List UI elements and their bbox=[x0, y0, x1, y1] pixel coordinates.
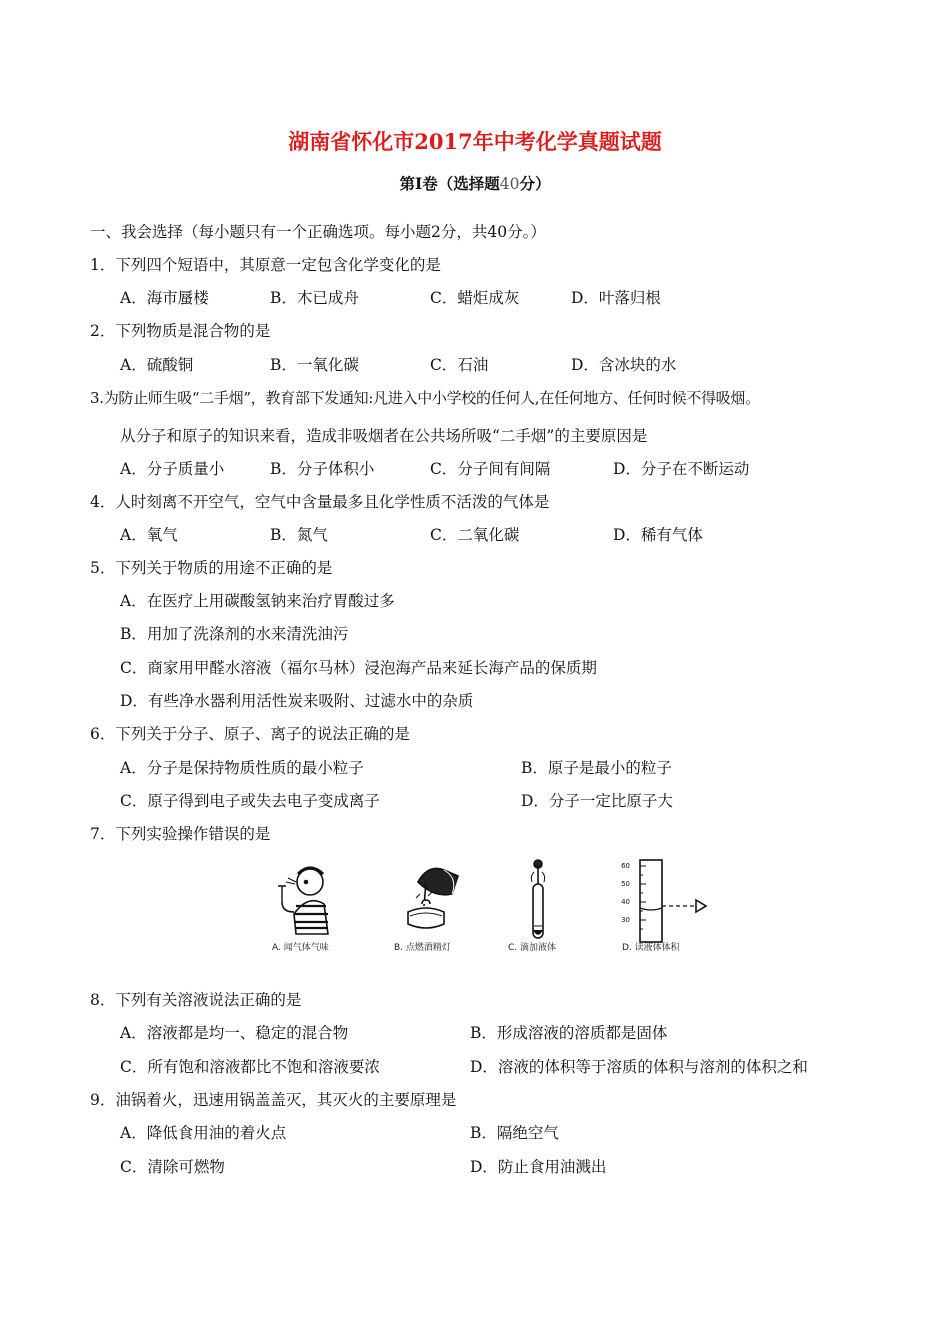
volume-prefix: 第Ⅰ卷（选择题 bbox=[399, 174, 500, 193]
question-4-stem: 4．人时刻离不开空气，空气中含量最多且化学性质不活泼的气体是 bbox=[90, 493, 550, 511]
q8-option-b: B．形成溶液的溶质都是固体 bbox=[470, 1024, 668, 1042]
q3-option-d: D．分子在不断运动 bbox=[613, 460, 750, 478]
volume-suffix: 分） bbox=[519, 174, 551, 193]
q1-option-c: C．蜡炬成灰 bbox=[430, 289, 520, 307]
q8-option-d: D．溶液的体积等于溶质的体积与溶剂的体积之和 bbox=[470, 1058, 808, 1076]
graduated-cylinder-illustration bbox=[640, 860, 706, 942]
volume-score: 40 bbox=[499, 175, 520, 193]
question-6-stem: 6．下列关于分子、原子、离子的说法正确的是 bbox=[90, 725, 410, 743]
smelling-gas-illustration bbox=[278, 868, 328, 934]
q6-option-c: C．原子得到电子或失去电子变成离子 bbox=[120, 792, 380, 810]
question-2-stem: 2．下列物质是混合物的是 bbox=[90, 322, 271, 340]
q8-option-a: A．溶液都是均一、稳定的混合物 bbox=[120, 1024, 349, 1042]
q6-option-d: D．分子一定比原子大 bbox=[521, 792, 673, 810]
dropper-illustration bbox=[531, 860, 544, 938]
question-1-stem: 1．下列四个短语中，其原意一定包含化学变化的是 bbox=[90, 256, 441, 274]
q5-option-a: A．在医疗上用碳酸氢钠来治疗胃酸过多 bbox=[120, 592, 395, 610]
q2-option-a: A．硫酸铜 bbox=[120, 356, 194, 374]
alcohol-lamp-illustration bbox=[408, 869, 458, 929]
q3-option-a: A．分子质量小 bbox=[120, 460, 225, 478]
figure-caption-d: D. 读液体体积 bbox=[622, 943, 680, 953]
volume-heading bbox=[0, 172, 950, 194]
cylinder-tick-50: 50 bbox=[621, 880, 630, 888]
lab-operations-figure bbox=[268, 856, 708, 956]
question-8-stem: 8．下列有关溶液说法正确的是 bbox=[90, 991, 302, 1009]
q9-option-b: B．隔绝空气 bbox=[470, 1124, 559, 1142]
q1-option-a: A．海市蜃楼 bbox=[120, 289, 209, 307]
q5-option-b: B．用加了洗涤剂的水来清洗油污 bbox=[120, 625, 349, 643]
q3-option-b: B．分子体积小 bbox=[270, 460, 375, 478]
q8-option-c: C．所有饱和溶液都比不饱和溶液要浓 bbox=[120, 1058, 380, 1076]
figure-caption-b: B. 点燃酒精灯 bbox=[394, 943, 451, 953]
cylinder-tick-40: 40 bbox=[621, 898, 630, 906]
q1-option-d: D．叶落归根 bbox=[571, 289, 661, 307]
figure-caption-c: C. 滴加液体 bbox=[508, 943, 557, 953]
section-heading: 一、我会选择（每小题只有一个正确选项。每小题2分，共40分。） bbox=[90, 223, 546, 241]
question-9-stem: 9．油锅着火，迅速用锅盖盖灭，其灭火的主要原理是 bbox=[90, 1091, 457, 1109]
q2-option-d: D．含冰块的水 bbox=[571, 356, 677, 374]
q4-option-a: A．氧气 bbox=[120, 526, 178, 544]
q2-option-b: B．一氧化碳 bbox=[270, 356, 359, 374]
q4-option-d: D．稀有气体 bbox=[613, 526, 703, 544]
cylinder-tick-30: 30 bbox=[621, 916, 630, 924]
q2-option-c: C．石油 bbox=[430, 356, 489, 374]
page-title: 湖南省怀化市2017年中考化学真题试题 bbox=[288, 129, 662, 154]
q9-option-a: A．降低食用油的着火点 bbox=[120, 1124, 287, 1142]
q9-option-d: D．防止食用油溅出 bbox=[470, 1158, 607, 1176]
question-3-stem: 3.为防止师生吸“二手烟”，教育部下发通知:凡进入中小学校的任何人,在任何地方、任何时候不得吸烟。 bbox=[90, 389, 760, 407]
cylinder-tick-60: 60 bbox=[621, 862, 630, 870]
q4-option-c: C．二氧化碳 bbox=[430, 526, 520, 544]
q9-option-c: C．清除可燃物 bbox=[120, 1158, 225, 1176]
q5-option-c: C．商家用甲醛水溶液（福尔马林）浸泡海产品来延长海产品的保质期 bbox=[120, 659, 597, 677]
q4-option-b: B．氮气 bbox=[270, 526, 328, 544]
q3-option-c: C．分子间有间隔 bbox=[430, 460, 551, 478]
q5-option-d: D．有些净水器利用活性炭来吸附、过滤水中的杂质 bbox=[120, 692, 474, 710]
question-5-stem: 5．下列关于物质的用途不正确的是 bbox=[90, 559, 333, 577]
q1-option-b: B．木已成舟 bbox=[270, 289, 359, 307]
q6-option-a: A．分子是保持物质性质的最小粒子 bbox=[120, 759, 364, 777]
figure-caption-a: A. 闻气体气味 bbox=[272, 943, 329, 953]
question-3-stem-line2: 从分子和原子的知识来看，造成非吸烟者在公共场所吸“二手烟”的主要原因是 bbox=[120, 427, 648, 445]
q6-option-b: B．原子是最小的粒子 bbox=[521, 759, 672, 777]
question-7-stem: 7．下列实验操作错误的是 bbox=[90, 825, 271, 843]
